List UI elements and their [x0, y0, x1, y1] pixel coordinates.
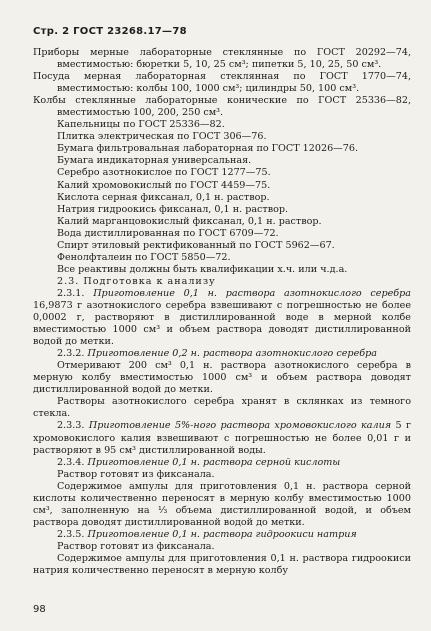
- paragraph: Калий хромовокислый по ГОСТ 4459—75.: [57, 179, 271, 191]
- subsection-paragraph: [33, 529, 411, 541]
- section-heading: 2.3. Подготовка к анализу: [57, 275, 216, 287]
- subsection-text: 16,9873 г азотнокислого серебра взвешивают с погрешностью не более 0,0002 г, растворяют в дистиллированной воде в мерной колбе вместимостью 1000 см³ и объем раствора доводят дистиллированной водой до метки.: [33, 299, 411, 348]
- paragraph: Посуда мерная лабораторная стеклянная по ГОСТ 1770—74, вместимостью: колбы 100, 1000 см³; цилиндры 50, 100 см³.: [33, 71, 411, 95]
- paragraph: Колбы стеклянные лабораторные конические по ГОСТ 25336—82, вместимостью 100, 200, 250 см³.: [33, 95, 411, 119]
- subsection-number: 2.3.1.: [57, 287, 94, 299]
- paragraph: Бумага индикаторная универсальная.: [57, 155, 252, 167]
- subsection-number: 2.3.2.: [57, 348, 88, 360]
- subsection-title: Приготовление 0,1 н. раствора серной кислоты: [87, 456, 341, 468]
- subsection-number: 2.3.5.: [57, 528, 88, 540]
- paragraph: Спирт этиловый ректификованный по ГОСТ 5962—67.: [57, 239, 335, 251]
- subsection-title: Приготовление 0,2 н. раствора азотнокислого серебра: [87, 348, 377, 360]
- subsection-text: 5 г хромовокислого калия взвешивают с погрешностью не более 0,01 г и растворяют в 95 см³ дистиллированной воды.: [33, 420, 411, 456]
- paragraph: Кислота серная фиксанал, 0,1 н. раствор.: [57, 191, 270, 203]
- subsection-title: Приготовление 0,1 н. раствора гидроокиси натрия: [87, 528, 357, 540]
- paragraph: Все реактивы должны быть квалификации х.ч. или ч.д.а.: [57, 263, 348, 275]
- subsection-title: Приготовление 5%-ного раствора хромовокислого калия: [88, 420, 392, 432]
- paragraph: Отмеривают 200 см³ 0,1 н. раствора азотнокислого серебра в мерную колбу вместимостью 1000 см³ и объем раствора доводят дистиллированной водой до метки.: [33, 360, 411, 396]
- subsection-number: 2.3.3.: [57, 420, 89, 432]
- paragraph: Серебро азотнокислое по ГОСТ 1277—75.: [57, 167, 271, 179]
- subsection-title: Приготовление 0,1 н. раствора азотнокислого серебра: [93, 287, 411, 299]
- paragraph: Фенолфталеин по ГОСТ 5850—72.: [57, 251, 231, 263]
- subsection-number: 2.3.4.: [57, 456, 88, 468]
- running-head: Стр. 2 ГОСТ 23268.17—78: [33, 26, 187, 37]
- paragraph: Раствор готовят из фиксанала.: [57, 468, 215, 480]
- paragraph: Раствор готовят из фиксанала.: [57, 540, 215, 552]
- paragraph: Содержимое ампулы для приготовления 0,1 н. раствора гидроокиси натрия количественно переносят в мерную колбу: [33, 552, 411, 577]
- paragraph: Растворы азотнокислого серебра хранят в склянках из темного стекла.: [33, 396, 411, 420]
- subsection-paragraph: [33, 457, 411, 469]
- paragraph: Калий марганцовокислый фиксанал, 0,1 н. раствор.: [57, 215, 322, 227]
- paragraph: Приборы мерные лабораторные стеклянные по ГОСТ 20292—74, вместимостью: бюретки 5, 10, 25 см³; пипетки 5, 10, 25, 50 см³.: [33, 47, 411, 71]
- paragraph: Бумага фильтровальная лабораторная по ГОСТ 12026—76.: [57, 143, 359, 155]
- page-number: 98: [33, 604, 46, 615]
- body-text: [33, 47, 411, 577]
- paragraph: Вода дистиллированная по ГОСТ 6709—72.: [57, 227, 279, 239]
- paragraph: Содержимое ампулы для приготовления 0,1 н. раствора серной кислоты количественно переносят в мерную колбу вместимостью 1000 см³, заполненную на ⅓ объема дистиллированной водой, и объем раствора доводят дистиллированной водой до метки.: [33, 480, 411, 528]
- subsection-paragraph: [33, 420, 411, 456]
- subsection-paragraph: [33, 348, 411, 360]
- paragraph: Плитка электрическая по ГОСТ 306—76.: [57, 131, 267, 143]
- paragraph: Натрия гидроокись фиксанал, 0,1 н. раствор.: [57, 203, 289, 215]
- subsection-paragraph: [33, 288, 411, 348]
- paragraph: Капельницы по ГОСТ 25336—82.: [57, 119, 225, 131]
